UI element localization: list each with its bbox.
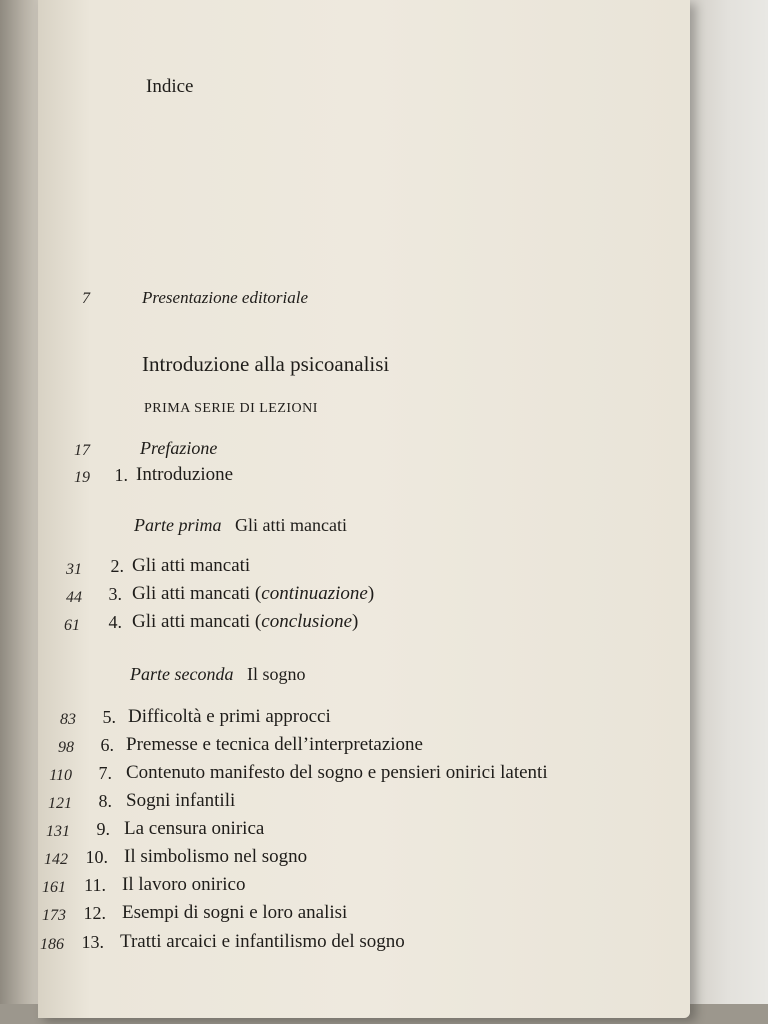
page-heading: Indice bbox=[146, 76, 194, 97]
toc-entry: Contenuto manifesto del sogno e pensieri onirici latenti bbox=[126, 762, 548, 783]
toc-entry-note: continuazione bbox=[261, 583, 368, 604]
part-heading-2 bbox=[130, 664, 305, 685]
book-title: Introduzione alla psicoanalisi bbox=[142, 352, 390, 376]
chapter-number: 11. bbox=[84, 875, 106, 895]
toc-entry-introduzione: Introduzione bbox=[136, 464, 234, 485]
chapter-number: 6. bbox=[100, 735, 114, 755]
page-number: 173 bbox=[42, 907, 66, 924]
toc-entry-text: Gli atti mancati ( bbox=[132, 611, 262, 632]
part-title: Gli atti mancati bbox=[235, 515, 347, 535]
chapter-number: 5. bbox=[102, 707, 116, 727]
chapter-number: 10. bbox=[85, 847, 108, 867]
page-number: 7 bbox=[82, 290, 90, 307]
chapter-number: 4. bbox=[108, 612, 122, 632]
toc-entry-note: conclusione bbox=[261, 611, 353, 632]
part-label: Parte seconda bbox=[130, 664, 234, 684]
toc-entry-presentazione: Presentazione editoriale bbox=[142, 288, 309, 307]
page-number: 142 bbox=[44, 851, 68, 868]
toc-entry: Difficoltà e primi approcci bbox=[128, 706, 331, 727]
part-heading-1 bbox=[134, 515, 347, 536]
toc-entry bbox=[132, 583, 374, 605]
page-number: 44 bbox=[66, 589, 82, 606]
part-title: Il sogno bbox=[246, 664, 306, 684]
toc-entry: La censura onirica bbox=[124, 818, 265, 839]
part-label: Parte prima bbox=[134, 515, 222, 535]
chapter-number: 13. bbox=[81, 932, 104, 952]
page-number: 131 bbox=[46, 823, 70, 840]
chapter-number: 3. bbox=[108, 584, 122, 604]
book-binding bbox=[0, 0, 40, 1024]
toc-entry-close: ) bbox=[352, 611, 359, 632]
page-number: 19 bbox=[74, 469, 90, 486]
series-heading: PRIMA SERIE DI LEZIONI bbox=[144, 401, 318, 416]
chapter-number: 12. bbox=[83, 903, 106, 923]
chapter-number: 8. bbox=[98, 791, 112, 811]
toc-entry: Tratti arcaici e infantilismo del sogno bbox=[120, 931, 405, 952]
toc-entry-prefazione: Prefazione bbox=[140, 438, 218, 458]
chapter-number: 9. bbox=[96, 819, 110, 839]
page-number: 121 bbox=[48, 795, 72, 812]
page-number: 31 bbox=[66, 561, 82, 578]
chapter-number: 7. bbox=[98, 763, 112, 783]
page-number: 186 bbox=[40, 936, 64, 953]
page-number: 83 bbox=[60, 711, 76, 728]
page-number: 161 bbox=[42, 879, 66, 896]
page-number: 98 bbox=[58, 739, 74, 756]
toc-entry-close: ) bbox=[367, 583, 375, 604]
toc-entry: Il lavoro onirico bbox=[122, 874, 246, 895]
toc-entry-text: Gli atti mancati ( bbox=[132, 583, 262, 604]
toc-entry: Gli atti mancati bbox=[132, 555, 251, 576]
page-number: 17 bbox=[74, 442, 90, 459]
toc-entry bbox=[132, 611, 358, 633]
chapter-number: 1. bbox=[114, 465, 128, 485]
page-number: 110 bbox=[49, 767, 72, 784]
toc-entry: Premesse e tecnica dell’interpretazione bbox=[126, 734, 423, 755]
toc-entry: Esempi di sogni e loro analisi bbox=[122, 902, 348, 923]
chapter-number: 2. bbox=[110, 556, 124, 576]
book-page bbox=[38, 0, 690, 1018]
toc-entry: Sogni infantili bbox=[126, 790, 236, 811]
page-number: 61 bbox=[64, 617, 80, 634]
toc-entry: Il simbolismo nel sogno bbox=[124, 846, 308, 867]
